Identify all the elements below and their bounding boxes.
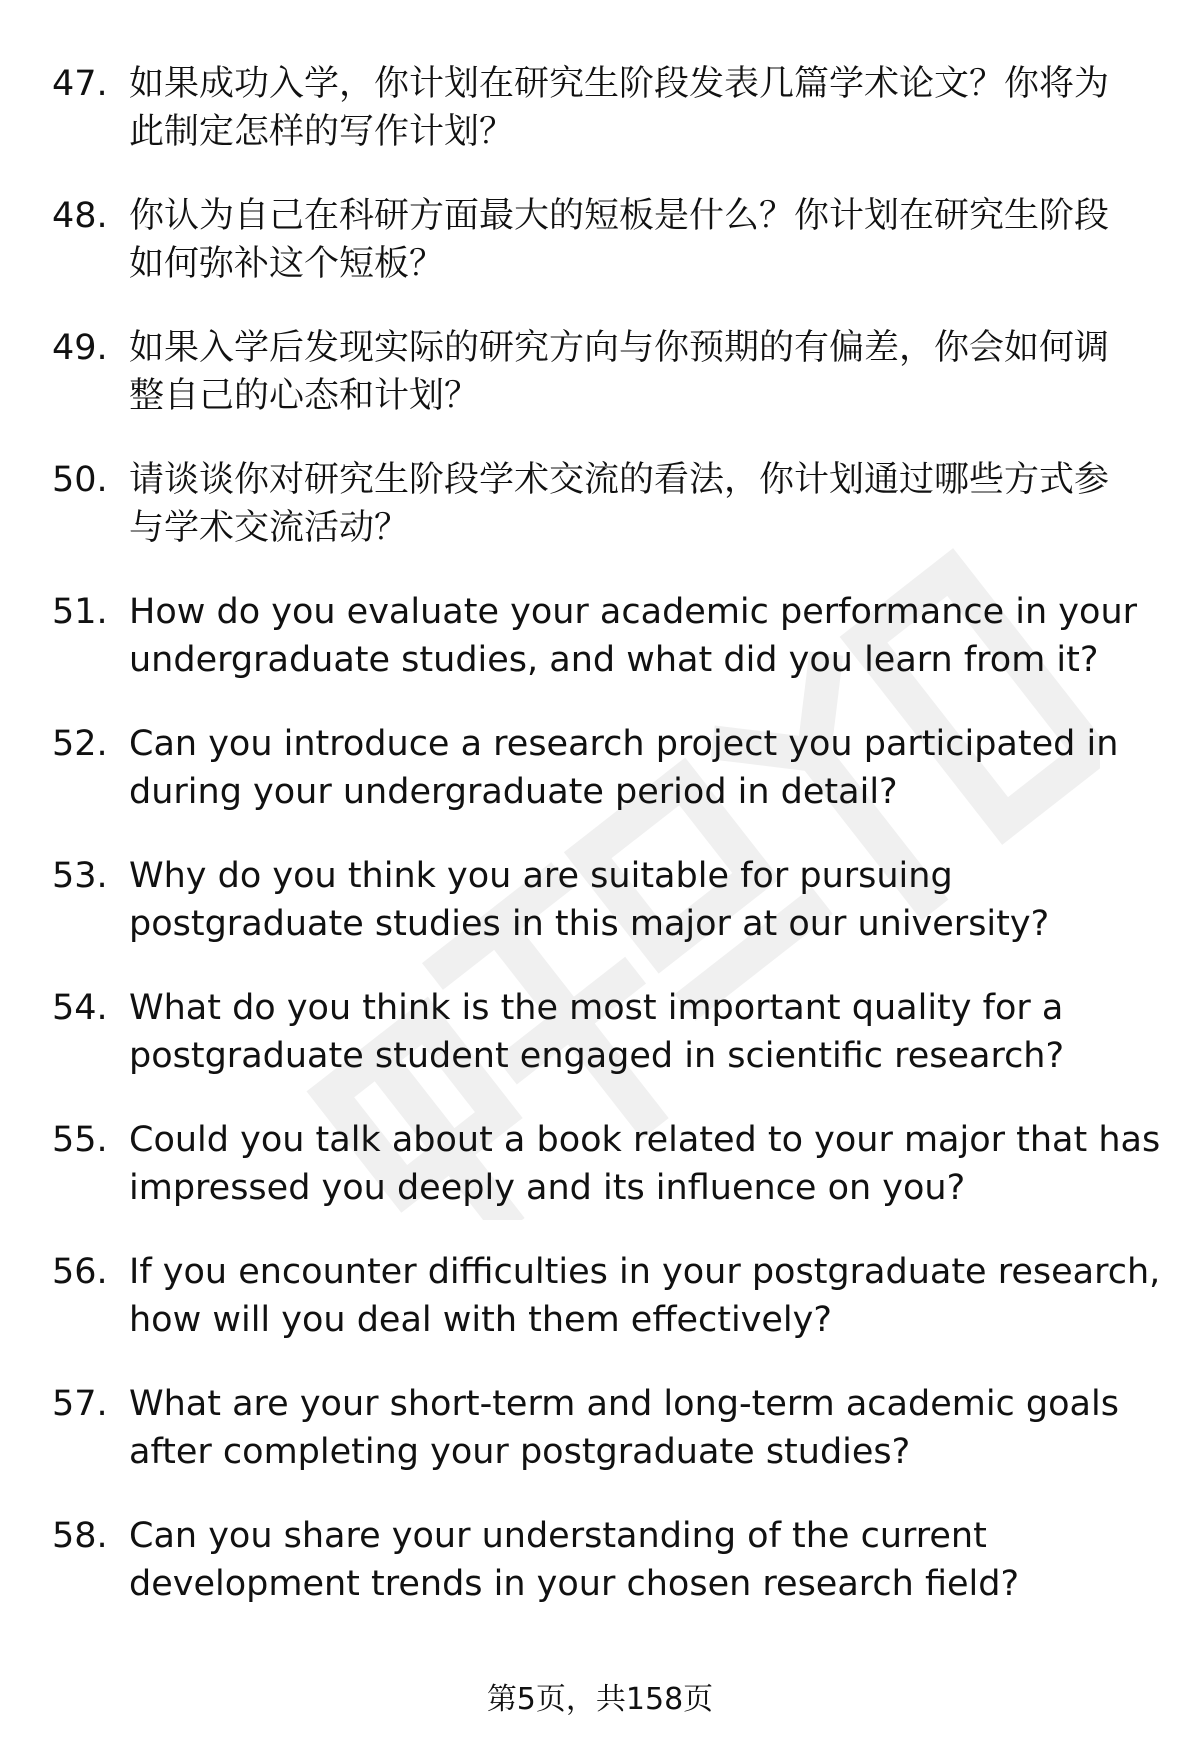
question-text: If you encounter difficulties in your postgraduate research, how will you deal with them effectively? xyxy=(129,1252,1161,1340)
question-number: 58. xyxy=(52,1516,108,1556)
question-text: Could you talk about a book related to your major that has impressed you deeply and its influence on you? xyxy=(129,1120,1161,1208)
question-text: What do you think is the most important quality for a postgraduate student engaged in scientific research? xyxy=(129,988,1065,1076)
question-text: Why do you think you are suitable for pursuing postgraduate studies in this major at our university? xyxy=(129,856,1050,944)
question-text: Can you share your understanding of the current development trends in your chosen research field? xyxy=(129,1516,1020,1604)
question-number: 52. xyxy=(52,724,108,764)
question-number: 49. xyxy=(52,328,108,368)
question-number: 55. xyxy=(52,1120,108,1160)
question-item xyxy=(52,456,1152,588)
question-number: 56. xyxy=(52,1252,108,1292)
question-text: 如果入学后发现实际的研究方向与你预期的有偏差，你会如何调 整自己的心态和计划？ xyxy=(129,328,1110,416)
question-number: 57. xyxy=(52,1384,108,1424)
question-item xyxy=(52,720,1152,852)
question-number: 54. xyxy=(52,988,108,1028)
page-indicator: 第5页，共158页 xyxy=(486,1682,714,1717)
question-number: 47. xyxy=(52,64,108,104)
question-item xyxy=(52,588,1152,720)
question-text: Can you introduce a research project you participated in during your undergraduate period in detail? xyxy=(129,724,1119,812)
question-item xyxy=(52,984,1152,1116)
question-text: 如果成功入学，你计划在研究生阶段发表几篇学术论文？你将为 此制定怎样的写作计划？ xyxy=(129,64,1110,152)
question-number: 53. xyxy=(52,856,108,896)
question-item xyxy=(52,192,1152,324)
question-text: What are your short-term and long-term academic goals after completing your postgraduate studies? xyxy=(129,1384,1119,1472)
question-item xyxy=(52,1116,1161,1248)
question-item xyxy=(52,324,1152,456)
question-text: 你认为自己在科研方面最大的短板是什么？你计划在研究生阶段 如何弥补这个短板？ xyxy=(129,196,1110,284)
question-number: 50. xyxy=(52,460,108,500)
question-item xyxy=(52,1512,1152,1644)
question-number: 48. xyxy=(52,196,108,236)
question-item xyxy=(52,852,1152,984)
question-item xyxy=(52,1248,1161,1380)
question-item xyxy=(52,1380,1152,1512)
question-text: How do you evaluate your academic performance in your undergraduate studies, and what did you learn from it? xyxy=(129,592,1138,680)
question-number: 51. xyxy=(52,592,108,632)
question-list xyxy=(52,60,1161,1644)
question-item xyxy=(52,60,1152,192)
question-text: 请谈谈你对研究生阶段学术交流的看法，你计划通过哪些方式参 与学术交流活动？ xyxy=(129,460,1110,548)
